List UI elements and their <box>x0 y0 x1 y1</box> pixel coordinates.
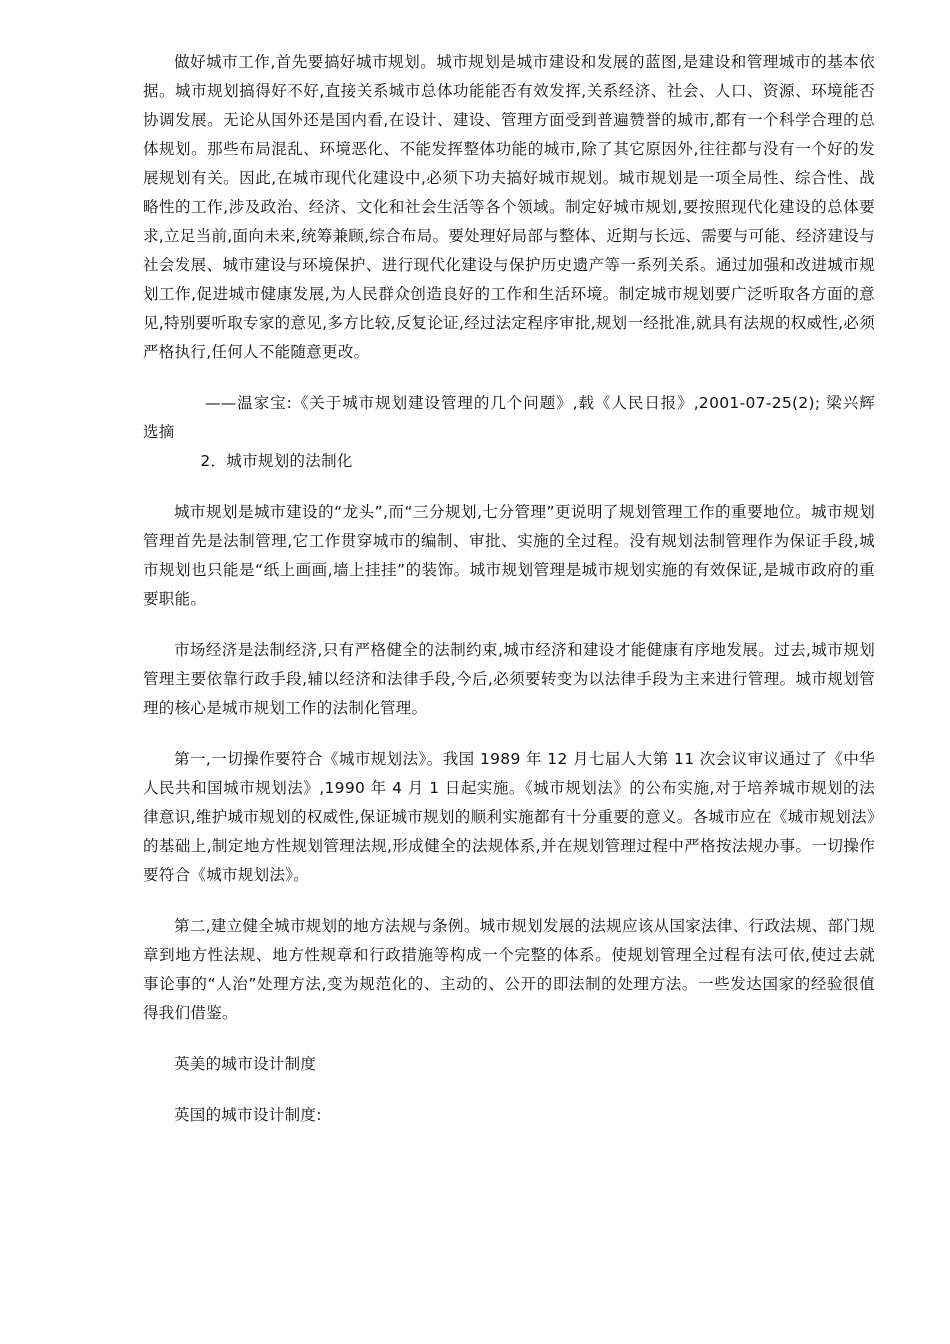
subheading-uk-us-design: 英美的城市设计制度 <box>174 1055 317 1073</box>
quote-attribution: ——温家宝:《关于城市规划建设管理的几个问题》,载《人民日报》,2001-07-25(2); 梁兴辉 选摘 <box>143 394 891 441</box>
paragraph-planning-management: 城市规划是城市建设的“龙头”,而“三分规划,七分管理”更说明了规划管理工作的重要地位。城市规划管理首先是法制管理,它工作贯穿城市的编制、审批、实施的全过程。没有规划法制管理作为保证手段,城市规划也只能是“纸上画画,墙上挂挂”的装饰。城市规划管理是城市规划实施的有效保证,是城市政府的重要职能。 <box>143 503 875 608</box>
paragraph-first-point: 第一,一切操作要符合《城市规划法》。我国 1989 年 12 月七届人大第 11 次会议审议通过了《中华人民共和国城市规划法》,1990 年 4 月 1 日起实施。《城市规划法》的公布实施,对于培养城市规划的法律意识,维护城市规划的权威性,保证城市规划的顺利实施都有十分重要的意义。各城市应在《城市规划法》的基础上,制定地方性规划管理法规,形成健全的法规体系,并在规划管理过程中严格按法规办事。一切操作要符合《城市规划法》。 <box>143 750 875 884</box>
paragraph-second-point: 第二,建立健全城市规划的地方法规与条例。城市规划发展的法规应该从国家法律、行政法规、部门规章到地方性法规、地方性规章和行政措施等构成一个完整的体系。使规划管理全过程有法可依,使过去就事论事的“人治”处理方法,变为规范化的、主动的、公开的即法制的处理方法。一些发达国家的经验很值得我们借鉴。 <box>143 917 875 1022</box>
section-heading-legalization: 2．城市规划的法制化 <box>200 452 353 470</box>
subheading-uk-design: 英国的城市设计制度: <box>174 1106 322 1124</box>
paragraph-market-economy: 市场经济是法制经济,只有严格健全的法制约束,城市经济和建设才能健康有序地发展。过去,城市规划管理主要依靠行政手段,辅以经济和法律手段,今后,必须要转变为以法律手段为主来进行管理。城市规划管理的核心是城市规划工作的法制化管理。 <box>143 641 875 717</box>
paragraph-urban-planning-importance: 做好城市工作,首先要搞好城市规划。城市规划是城市建设和发展的蓝图,是建设和管理城市的基本依据。城市规划搞得好不好,直接关系城市总体功能能否有效发挥,关系经济、社会、人口、资源、环境能否协调发展。无论从国外还是国内看,在设计、建设、管理方面受到普遍赞誉的城市,都有一个科学合理的总体规划。那些布局混乱、环境恶化、不能发挥整体功能的城市,除了其它原因外,往往都与没有一个好的发展规划有关。因此,在城市现代化建设中,必须下功夫搞好城市规划。城市规划是一项全局性、综合性、战略性的工作,涉及政治、经济、文化和社会生活等各个领域。制定好城市规划,要按照现代化建设的总体要求,立足当前,面向未来,统筹兼顾,综合布局。要处理好局部与整体、近期与长远、需要与可能、经济建设与社会发展、城市建设与环境保护、进行现代化建设与保护历史遗产等一系列关系。通过加强和改进城市规划工作,促进城市健康发展,为人民群众创造良好的工作和生活环境。制定城市规划要广泛听取各方面的意见,特别要听取专家的意见,多方比较,反复论证,经过法定程序审批,规划一经批准,就具有法规的权威性,必须严格执行,任何人不能随意更改。 <box>143 53 875 361</box>
document-page <box>143 48 891 1130</box>
